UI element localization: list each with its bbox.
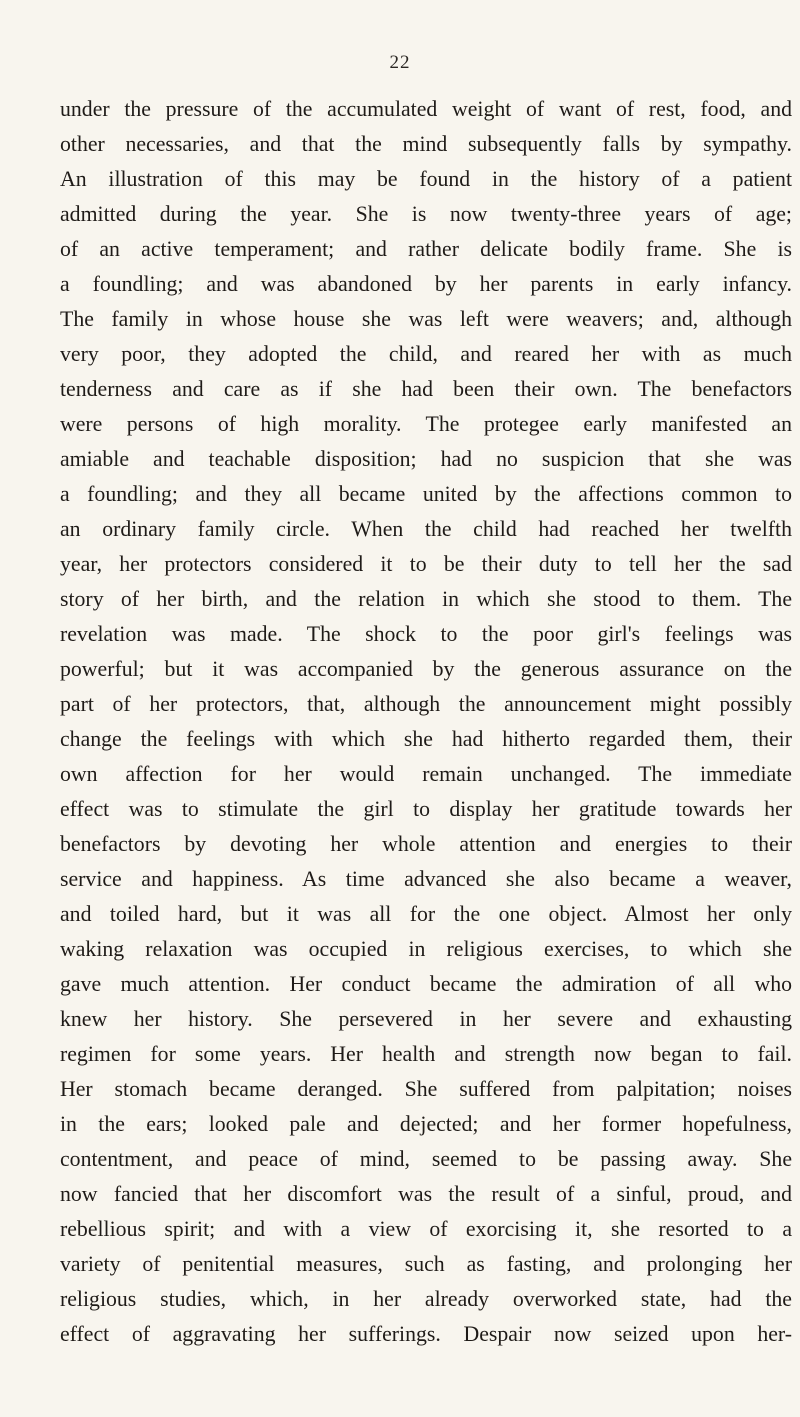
text-line: admitted during the year. She is now twenty-three years of age; — [60, 202, 792, 226]
text-line: an ordinary family circle. When the child had reached her twelfth — [60, 517, 792, 541]
text-line: a foundling; and they all became united by the affections common to — [60, 482, 792, 506]
page-number: 22 — [389, 52, 411, 73]
text-line: effect was to stimulate the girl to display her gratitude towards her — [60, 797, 792, 821]
text-line: a foundling; and was abandoned by her parents in early infancy. — [60, 272, 792, 296]
text-line: benefactors by devoting her whole attention and energies to their — [60, 832, 792, 856]
text-line: and toiled hard, but it was all for the one object. Almost her only — [60, 902, 792, 926]
text-line: waking relaxation was occupied in religious exercises, to which she — [60, 937, 792, 961]
text-line: Her stomach became deranged. She suffered from palpitation; noises — [60, 1077, 792, 1101]
text-line: rebellious spirit; and with a view of exorcising it, she resorted to a — [60, 1217, 792, 1241]
text-line: story of her birth, and the relation in which she stood to them. The — [60, 587, 792, 611]
text-line: of an active temperament; and rather delicate bodily frame. She is — [60, 237, 792, 261]
text-line: effect of aggravating her sufferings. Despair now seized upon her- — [60, 1322, 792, 1346]
text-line: were persons of high morality. The protegee early manifested an — [60, 412, 792, 436]
text-line: now fancied that her discomfort was the result of a sinful, proud, and — [60, 1182, 792, 1206]
text-line: other necessaries, and that the mind subsequently falls by sympathy. — [60, 132, 792, 156]
text-line: service and happiness. As time advanced she also became a weaver, — [60, 867, 792, 891]
text-line: gave much attention. Her conduct became the admiration of all who — [60, 972, 792, 996]
text-line: in the ears; looked pale and dejected; and her former hopefulness, — [60, 1112, 792, 1136]
text-line: amiable and teachable disposition; had no suspicion that she was — [60, 447, 792, 471]
text-line: change the feelings with which she had hitherto regarded them, their — [60, 727, 792, 751]
text-line: under the pressure of the accumulated weight of want of rest, food, and — [60, 97, 792, 121]
text-line: regimen for some years. Her health and strength now began to fail. — [60, 1042, 792, 1066]
body-text — [60, 92, 792, 1352]
text-line: revelation was made. The shock to the poor girl's feelings was — [60, 622, 792, 646]
text-line: year, her protectors considered it to be their duty to tell her the sad — [60, 552, 792, 576]
text-line: religious studies, which, in her already overworked state, had the — [60, 1287, 792, 1311]
text-line: part of her protectors, that, although the announcement might possibly — [60, 692, 792, 716]
text-line: An illustration of this may be found in the history of a patient — [60, 167, 792, 191]
text-line: knew her history. She persevered in her severe and exhausting — [60, 1007, 792, 1031]
text-line: contentment, and peace of mind, seemed to be passing away. She — [60, 1147, 792, 1171]
text-line: very poor, they adopted the child, and reared her with as much — [60, 342, 792, 366]
text-line: own affection for her would remain unchanged. The immediate — [60, 762, 792, 786]
text-line: variety of penitential measures, such as fasting, and prolonging her — [60, 1252, 792, 1276]
text-line: The family in whose house she was left were weavers; and, although — [60, 307, 792, 331]
text-line: tenderness and care as if she had been their own. The benefactors — [60, 377, 792, 401]
text-line: powerful; but it was accompanied by the generous assurance on the — [60, 657, 792, 681]
